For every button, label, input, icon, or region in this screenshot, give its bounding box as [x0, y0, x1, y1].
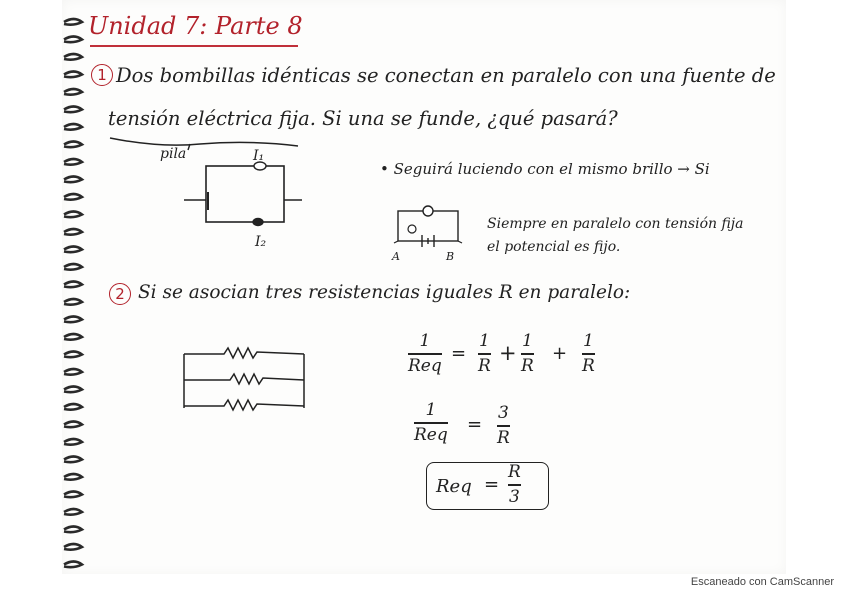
answer-1: • Seguirá luciendo con el mismo brillo → Si	[380, 160, 710, 178]
eq2-rhs-fraction	[497, 403, 510, 449]
spiral-ring	[64, 72, 82, 78]
eq1-lhs-fraction	[408, 331, 442, 377]
eq1-plus-2: +	[552, 343, 568, 364]
fraction-bar	[521, 353, 534, 355]
fraction-bar	[408, 353, 442, 355]
eq2-rhs-numerator: 3	[497, 403, 509, 423]
spiral-ring	[64, 194, 82, 200]
eq1-t1-denominator: R	[478, 355, 491, 376]
eq2-rhs-denominator: R	[497, 427, 510, 448]
spiral-ring	[64, 404, 82, 410]
spiral-ring	[64, 509, 82, 515]
eq3-rhs-numerator: R	[508, 462, 521, 482]
spiral-ring	[64, 124, 82, 130]
spiral-ring	[64, 159, 82, 165]
current-i2-label: I₂	[255, 234, 267, 250]
pila-label: pila	[160, 146, 187, 162]
eq3-equals: =	[484, 474, 500, 495]
spiral-ring	[64, 19, 82, 25]
eq2-lhs-fraction	[414, 400, 448, 446]
eq1-term-1	[478, 331, 491, 377]
spiral-ring	[64, 352, 82, 358]
resistor-circuit-diagram	[180, 340, 310, 415]
spiral-ring	[64, 177, 82, 183]
eq1-t1-numerator: 1	[478, 331, 490, 351]
eq1-t3-numerator: 1	[582, 331, 594, 351]
spiral-ring	[64, 282, 82, 288]
question-1-line-2: tensión eléctrica fija. Si una se funde, ¿qué pasará?	[108, 107, 618, 130]
spiral-ring	[64, 474, 82, 480]
current-i1-label: I₁	[253, 148, 265, 164]
eq1-term-3	[582, 331, 595, 377]
spiral-ring	[64, 369, 82, 375]
spiral-binding	[60, 0, 90, 574]
spiral-ring	[64, 89, 82, 95]
eq1-equals: =	[451, 343, 467, 364]
spiral-ring	[64, 439, 82, 445]
note-line-2: el potencial es fijo.	[487, 239, 621, 255]
question-2-text: Si se asocian tres resistencias iguales R en paralelo:	[138, 282, 631, 303]
fraction-bar	[478, 353, 491, 355]
spiral-ring	[64, 229, 82, 235]
spiral-ring	[64, 37, 82, 43]
spiral-ring	[64, 264, 82, 270]
eq3-lhs: Req	[436, 476, 472, 497]
eq1-t3-denominator: R	[582, 355, 595, 376]
terminal-b-label: B	[446, 250, 455, 263]
spiral-ring	[64, 317, 82, 323]
eq2-lhs-denominator: Req	[414, 424, 448, 445]
eq1-plus-1: +	[499, 341, 517, 365]
eq2-equals: =	[467, 414, 483, 435]
eq3-rhs-denominator: 3	[508, 486, 520, 507]
scanner-watermark: Escaneado con CamScanner	[690, 576, 834, 588]
eq1-term-2	[521, 331, 534, 377]
circuit-1-diagram	[100, 130, 330, 250]
spiral-ring	[64, 387, 82, 393]
fraction-bar	[508, 484, 521, 486]
terminal-a-label: A	[392, 250, 400, 263]
eq2-lhs-numerator: 1	[425, 400, 437, 420]
eq1-t2-numerator: 1	[521, 331, 533, 351]
title-underline	[90, 45, 298, 47]
spiral-ring	[64, 544, 82, 550]
spiral-ring	[64, 527, 82, 533]
page-title: Unidad 7: Parte 8	[88, 12, 303, 40]
spiral-ring	[64, 212, 82, 218]
spiral-ring	[64, 334, 82, 340]
spiral-ring	[64, 54, 82, 60]
question-2-number: 2	[109, 283, 131, 305]
spiral-ring	[64, 457, 82, 463]
fraction-bar	[497, 425, 510, 427]
spiral-ring	[64, 562, 82, 568]
circuit-2-diagram	[390, 205, 470, 255]
spiral-ring	[64, 247, 82, 253]
eq1-lhs-denominator: Req	[408, 355, 442, 376]
spiral-ring	[64, 142, 82, 148]
fraction-bar	[582, 353, 595, 355]
spiral-ring	[64, 492, 82, 498]
spiral-ring	[64, 422, 82, 428]
eq3-rhs-fraction	[508, 462, 521, 508]
spiral-ring	[64, 299, 82, 305]
fraction-bar	[414, 422, 448, 424]
spiral-ring	[64, 107, 82, 113]
eq1-t2-denominator: R	[521, 355, 534, 376]
note-line-1: Siempre en paralelo con tensión fija	[487, 216, 744, 232]
question-1-line-1: Dos bombillas idénticas se conectan en paralelo con una fuente de	[116, 64, 776, 87]
eq1-lhs-numerator: 1	[419, 331, 431, 351]
question-1-number: 1	[91, 64, 113, 86]
